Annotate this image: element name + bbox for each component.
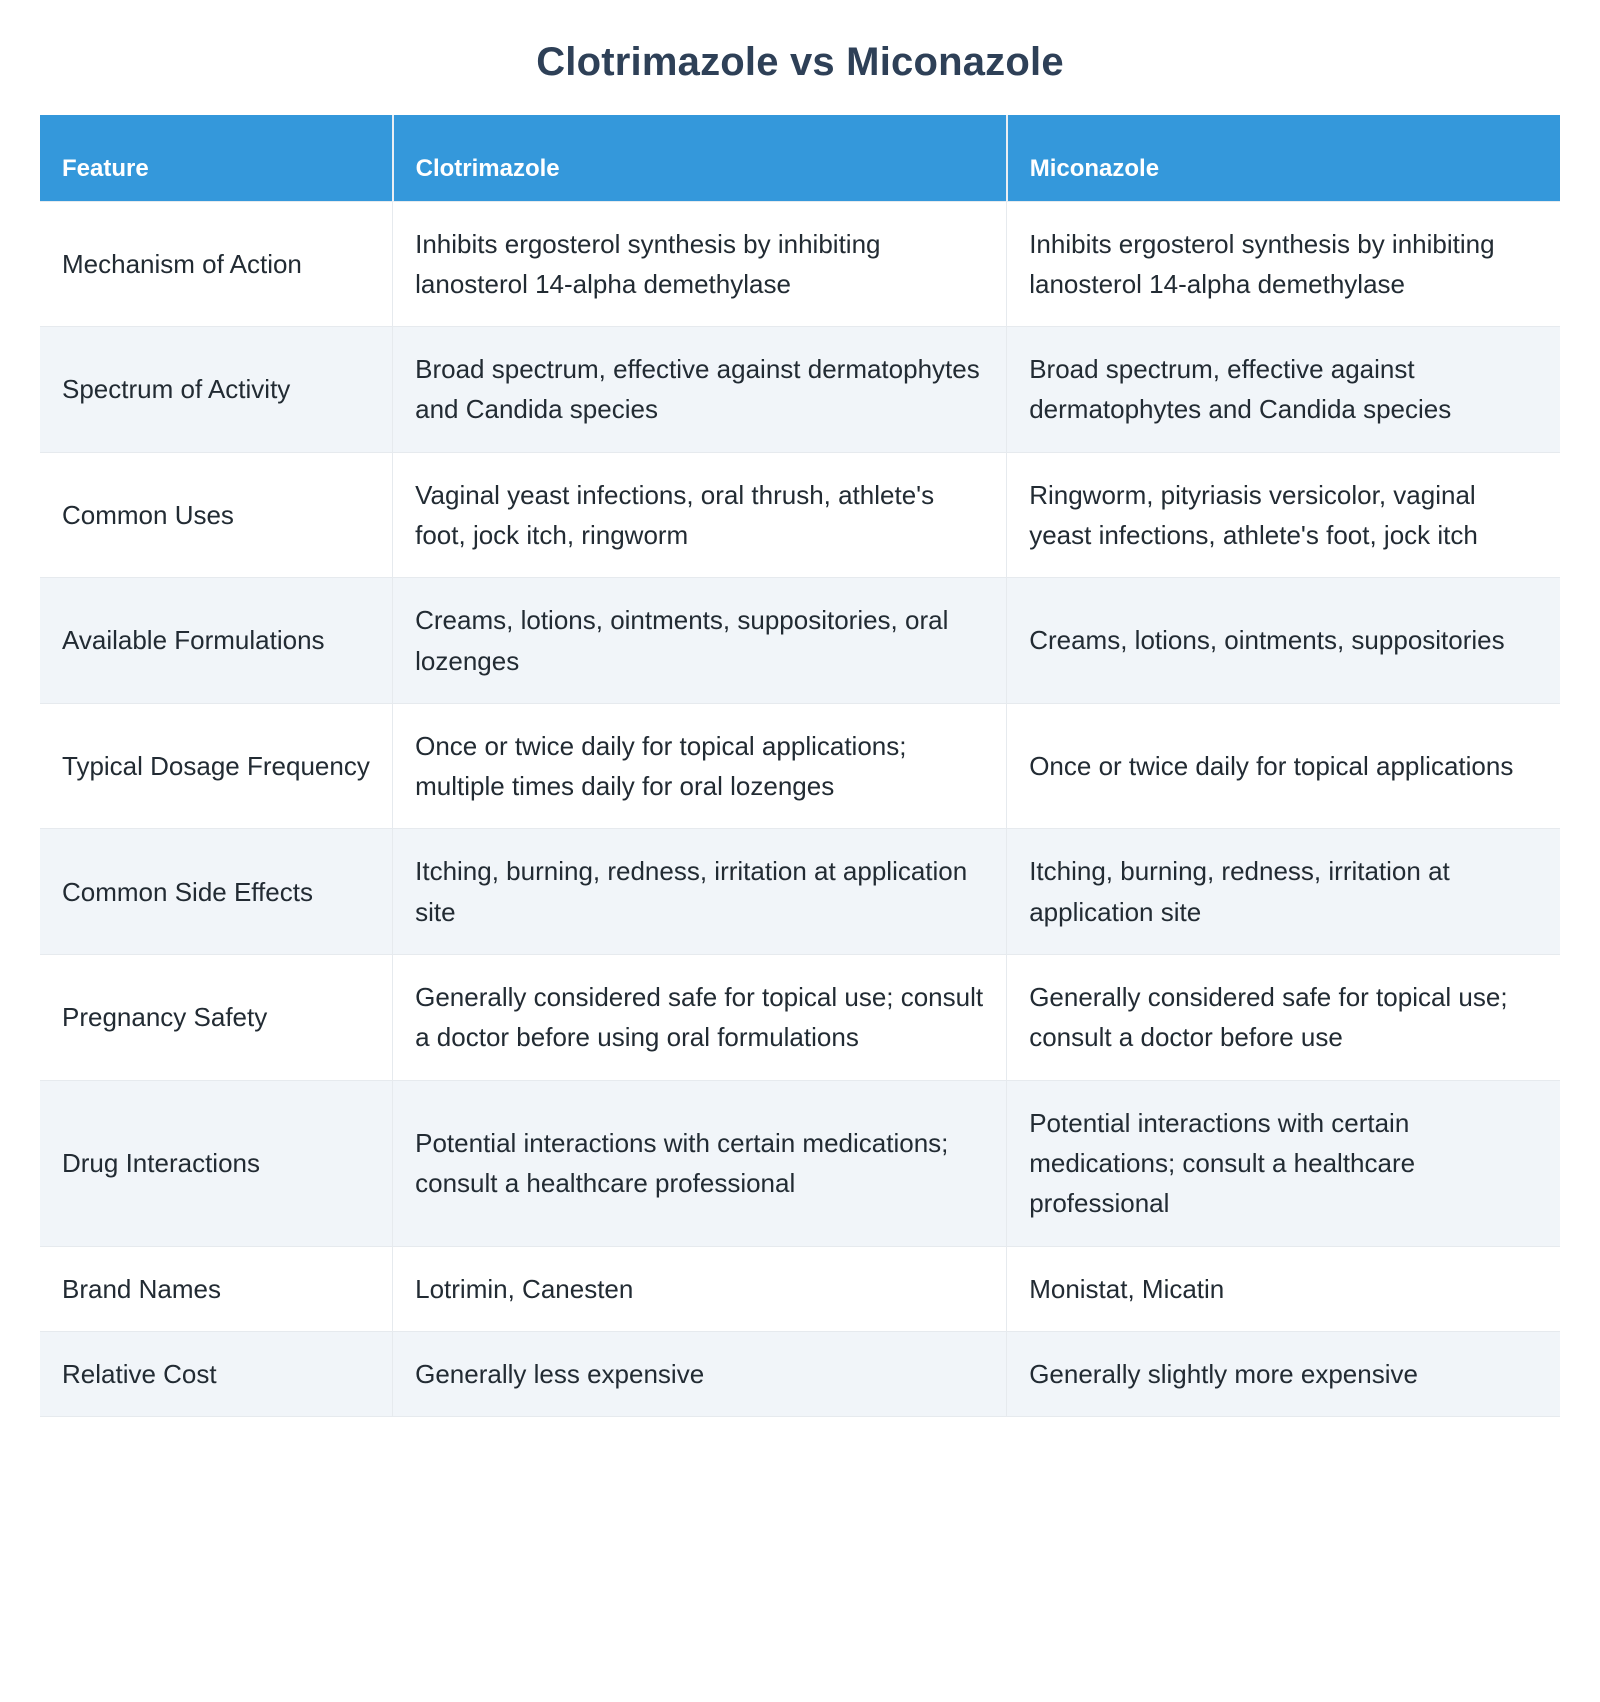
- cell-clotrimazole: Inhibits ergosterol synthesis by inhibiting lanosterol 14-alpha demethylase: [393, 201, 1007, 327]
- cell-miconazole: Once or twice daily for topical applications: [1007, 703, 1560, 829]
- column-header-miconazole: Miconazole: [1007, 115, 1560, 201]
- cell-clotrimazole: Itching, burning, redness, irritation at application site: [393, 829, 1007, 955]
- page-title: Clotrimazole vs Miconazole: [536, 40, 1064, 84]
- table-row: [40, 1331, 1560, 1416]
- cell-miconazole: Ringworm, pityriasis versicolor, vaginal yeast infections, athlete's foot, jock itch: [1007, 452, 1560, 578]
- table-body: [40, 201, 1560, 1417]
- column-header-clotrimazole: Clotrimazole: [393, 115, 1007, 201]
- cell-clotrimazole: Generally considered safe for topical use; consult a doctor before using oral formulations: [393, 955, 1007, 1081]
- table-row: [40, 1080, 1560, 1246]
- table-header-row: [40, 115, 1560, 201]
- cell-clotrimazole: Once or twice daily for topical applications; multiple times daily for oral lozenges: [393, 703, 1007, 829]
- column-header-feature: Feature: [40, 115, 393, 201]
- table-row: [40, 327, 1560, 453]
- table-row: [40, 955, 1560, 1081]
- cell-miconazole: Monistat, Micatin: [1007, 1246, 1560, 1331]
- cell-miconazole: Potential interactions with certain medications; consult a healthcare professional: [1007, 1080, 1560, 1246]
- table-row: [40, 703, 1560, 829]
- cell-feature: Common Side Effects: [40, 829, 393, 955]
- table-row: [40, 578, 1560, 704]
- cell-feature: Relative Cost: [40, 1331, 393, 1416]
- cell-clotrimazole: Lotrimin, Canesten: [393, 1246, 1007, 1331]
- cell-miconazole: Creams, lotions, ointments, suppositories: [1007, 578, 1560, 704]
- table-row: [40, 201, 1560, 327]
- cell-feature: Pregnancy Safety: [40, 955, 393, 1081]
- cell-miconazole: Inhibits ergosterol synthesis by inhibiting lanosterol 14-alpha demethylase: [1007, 201, 1560, 327]
- cell-feature: Spectrum of Activity: [40, 327, 393, 453]
- cell-clotrimazole: Generally less expensive: [393, 1331, 1007, 1416]
- cell-clotrimazole: Creams, lotions, ointments, suppositories, oral lozenges: [393, 578, 1007, 704]
- comparison-table-container: [0, 115, 1600, 1417]
- cell-clotrimazole: Potential interactions with certain medications; consult a healthcare professional: [393, 1080, 1007, 1246]
- cell-feature: Common Uses: [40, 452, 393, 578]
- cell-miconazole: Generally considered safe for topical use; consult a doctor before use: [1007, 955, 1560, 1081]
- table-header: [40, 115, 1560, 201]
- table-row: [40, 452, 1560, 578]
- cell-feature: Typical Dosage Frequency: [40, 703, 393, 829]
- cell-clotrimazole: Broad spectrum, effective against dermatophytes and Candida species: [393, 327, 1007, 453]
- cell-miconazole: Itching, burning, redness, irritation at application site: [1007, 829, 1560, 955]
- comparison-table: [40, 115, 1560, 1417]
- cell-miconazole: Generally slightly more expensive: [1007, 1331, 1560, 1416]
- cell-feature: Drug Interactions: [40, 1080, 393, 1246]
- table-row: [40, 829, 1560, 955]
- cell-miconazole: Broad spectrum, effective against dermatophytes and Candida species: [1007, 327, 1560, 453]
- table-row: [40, 1246, 1560, 1331]
- cell-feature: Mechanism of Action: [40, 201, 393, 327]
- cell-clotrimazole: Vaginal yeast infections, oral thrush, athlete's foot, jock itch, ringworm: [393, 452, 1007, 578]
- cell-feature: Brand Names: [40, 1246, 393, 1331]
- cell-feature: Available Formulations: [40, 578, 393, 704]
